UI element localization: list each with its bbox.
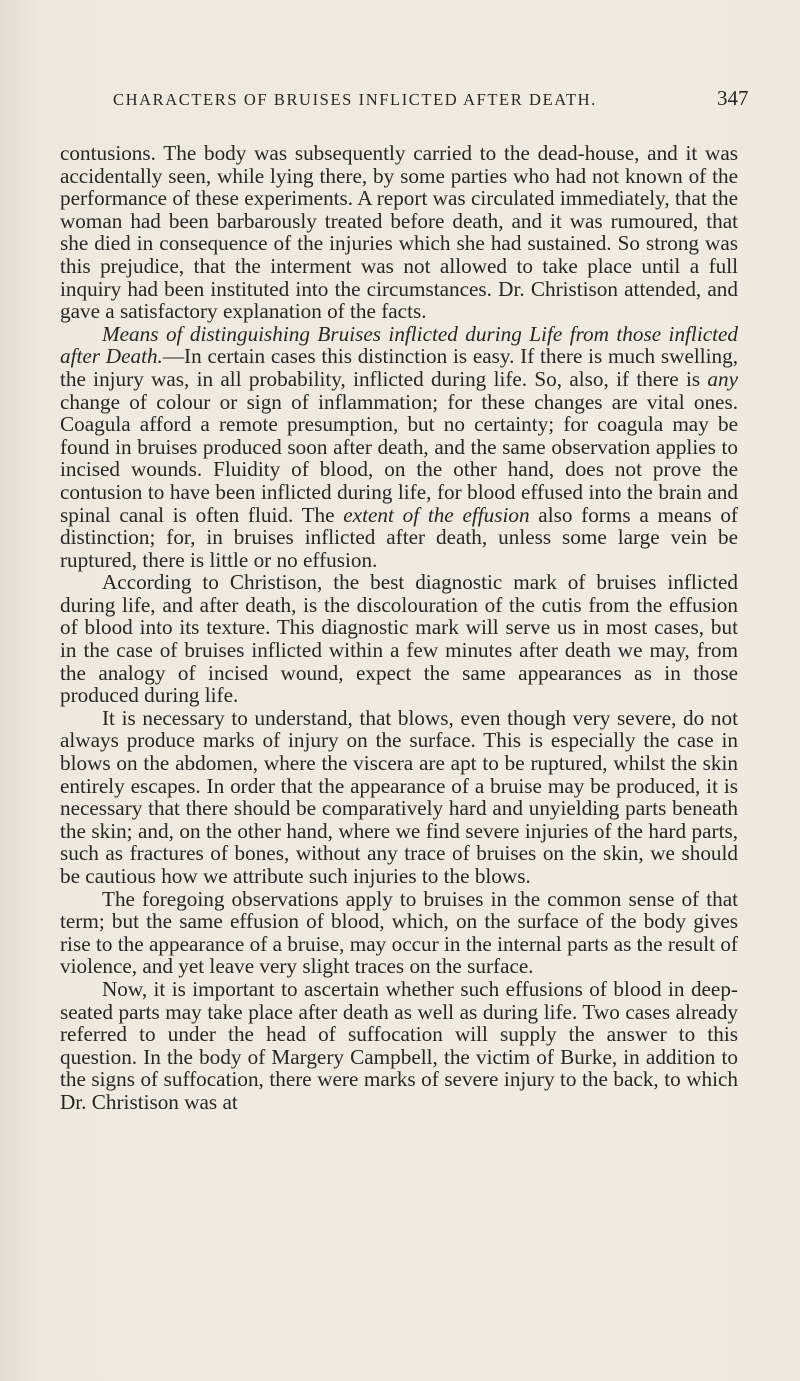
running-head	[113, 90, 713, 110]
paragraph-5: The foregoing observations apply to bruises in the common sense of that term; but the same effusion of blood, which, on the surface of the body gives rise to the appearance of a bruise, may occur in the internal parts as the result of violence, and yet leave very slight traces on the surface.	[60, 886, 738, 979]
running-title: CHARACTERS OF BRUISES INFLICTED AFTER DEATH.	[113, 90, 597, 109]
paragraph-1: contusions. The body was subsequently carried to the dead-house, and it was accidentally seen, while lying there, by some parties who had not known of the performance of these experiments. A report was circulated immediately, that the woman had been barbarously treated before death, and it was rumoured, that she died in consequence of the injuries which she had sustained. So strong was this prejudice, that the interment was not allowed to take place until a full inquiry had been instituted into the circumstances. Dr. Christison attended, and gave a satisfactory explanation of the facts.	[60, 141, 738, 324]
body-text	[60, 142, 738, 1114]
paragraph-4: It is necessary to understand, that blows, even though very severe, do not always produce marks of injury on the surface. This is especially the case in blows on the abdomen, where the viscera are apt to be ruptured, whilst the skin entirely escapes. In order that the appearance of a bruise may be produced, it is necessary that there should be comparatively hard and unyielding parts beneath the skin; and, on the other hand, where we find severe injuries of the hard parts, such as fractures of bones, without any trace of bruises on the skin, we should be cautious how we attribute such injuries to the blows.	[60, 705, 738, 888]
paragraph-6: Now, it is important to ascertain whether such effusions of blood in deep-seated parts may take place after death as well as during life. Two cases already referred to under the head of suffocation will supply the answer to this question. In the body of Margery Campbell, the victim of Burke, in addition to the signs of suffocation, there were marks of severe injury to the back, to which Dr. Christison was at	[60, 976, 738, 1114]
paragraph-2: Means of distinguishing Bruises inflicted during Life from those inflicted after Death.—In certain cases this distinction is easy. If there is much swelling, the injury was, in all probability, inflicted during life. So, also, if there is any change of colour or sign of inflammation; for these changes are vital ones. Coagula afford a remote presumption, but no certainty; for coagula may be found in bruises produced soon after death, and the same observation applies to incised wounds. Fluidity of blood, on the other hand, does not prove the contusion to have been inflicted during life, for blood effused into the brain and spinal canal is often fluid. The extent of the effusion also forms a means of distinction; for, in bruises inflicted after death, unless some large vein be ruptured, there is little or no effusion.	[60, 321, 738, 572]
paragraph-3: According to Christison, the best diagnostic mark of bruises inflicted during life, and after death, is the discolouration of the cutis from the effusion of blood into its texture. This diagnostic mark will serve us in most cases, but in the case of bruises inflicted within a few minutes after death we may, from the analogy of incised wound, expect the same appearances as in those produced during life.	[60, 570, 738, 708]
section-heading: Means of distinguishing Bruises inflicted during Life from those inflicted after Death.	[60, 321, 738, 369]
page-number: 347	[717, 86, 749, 110]
